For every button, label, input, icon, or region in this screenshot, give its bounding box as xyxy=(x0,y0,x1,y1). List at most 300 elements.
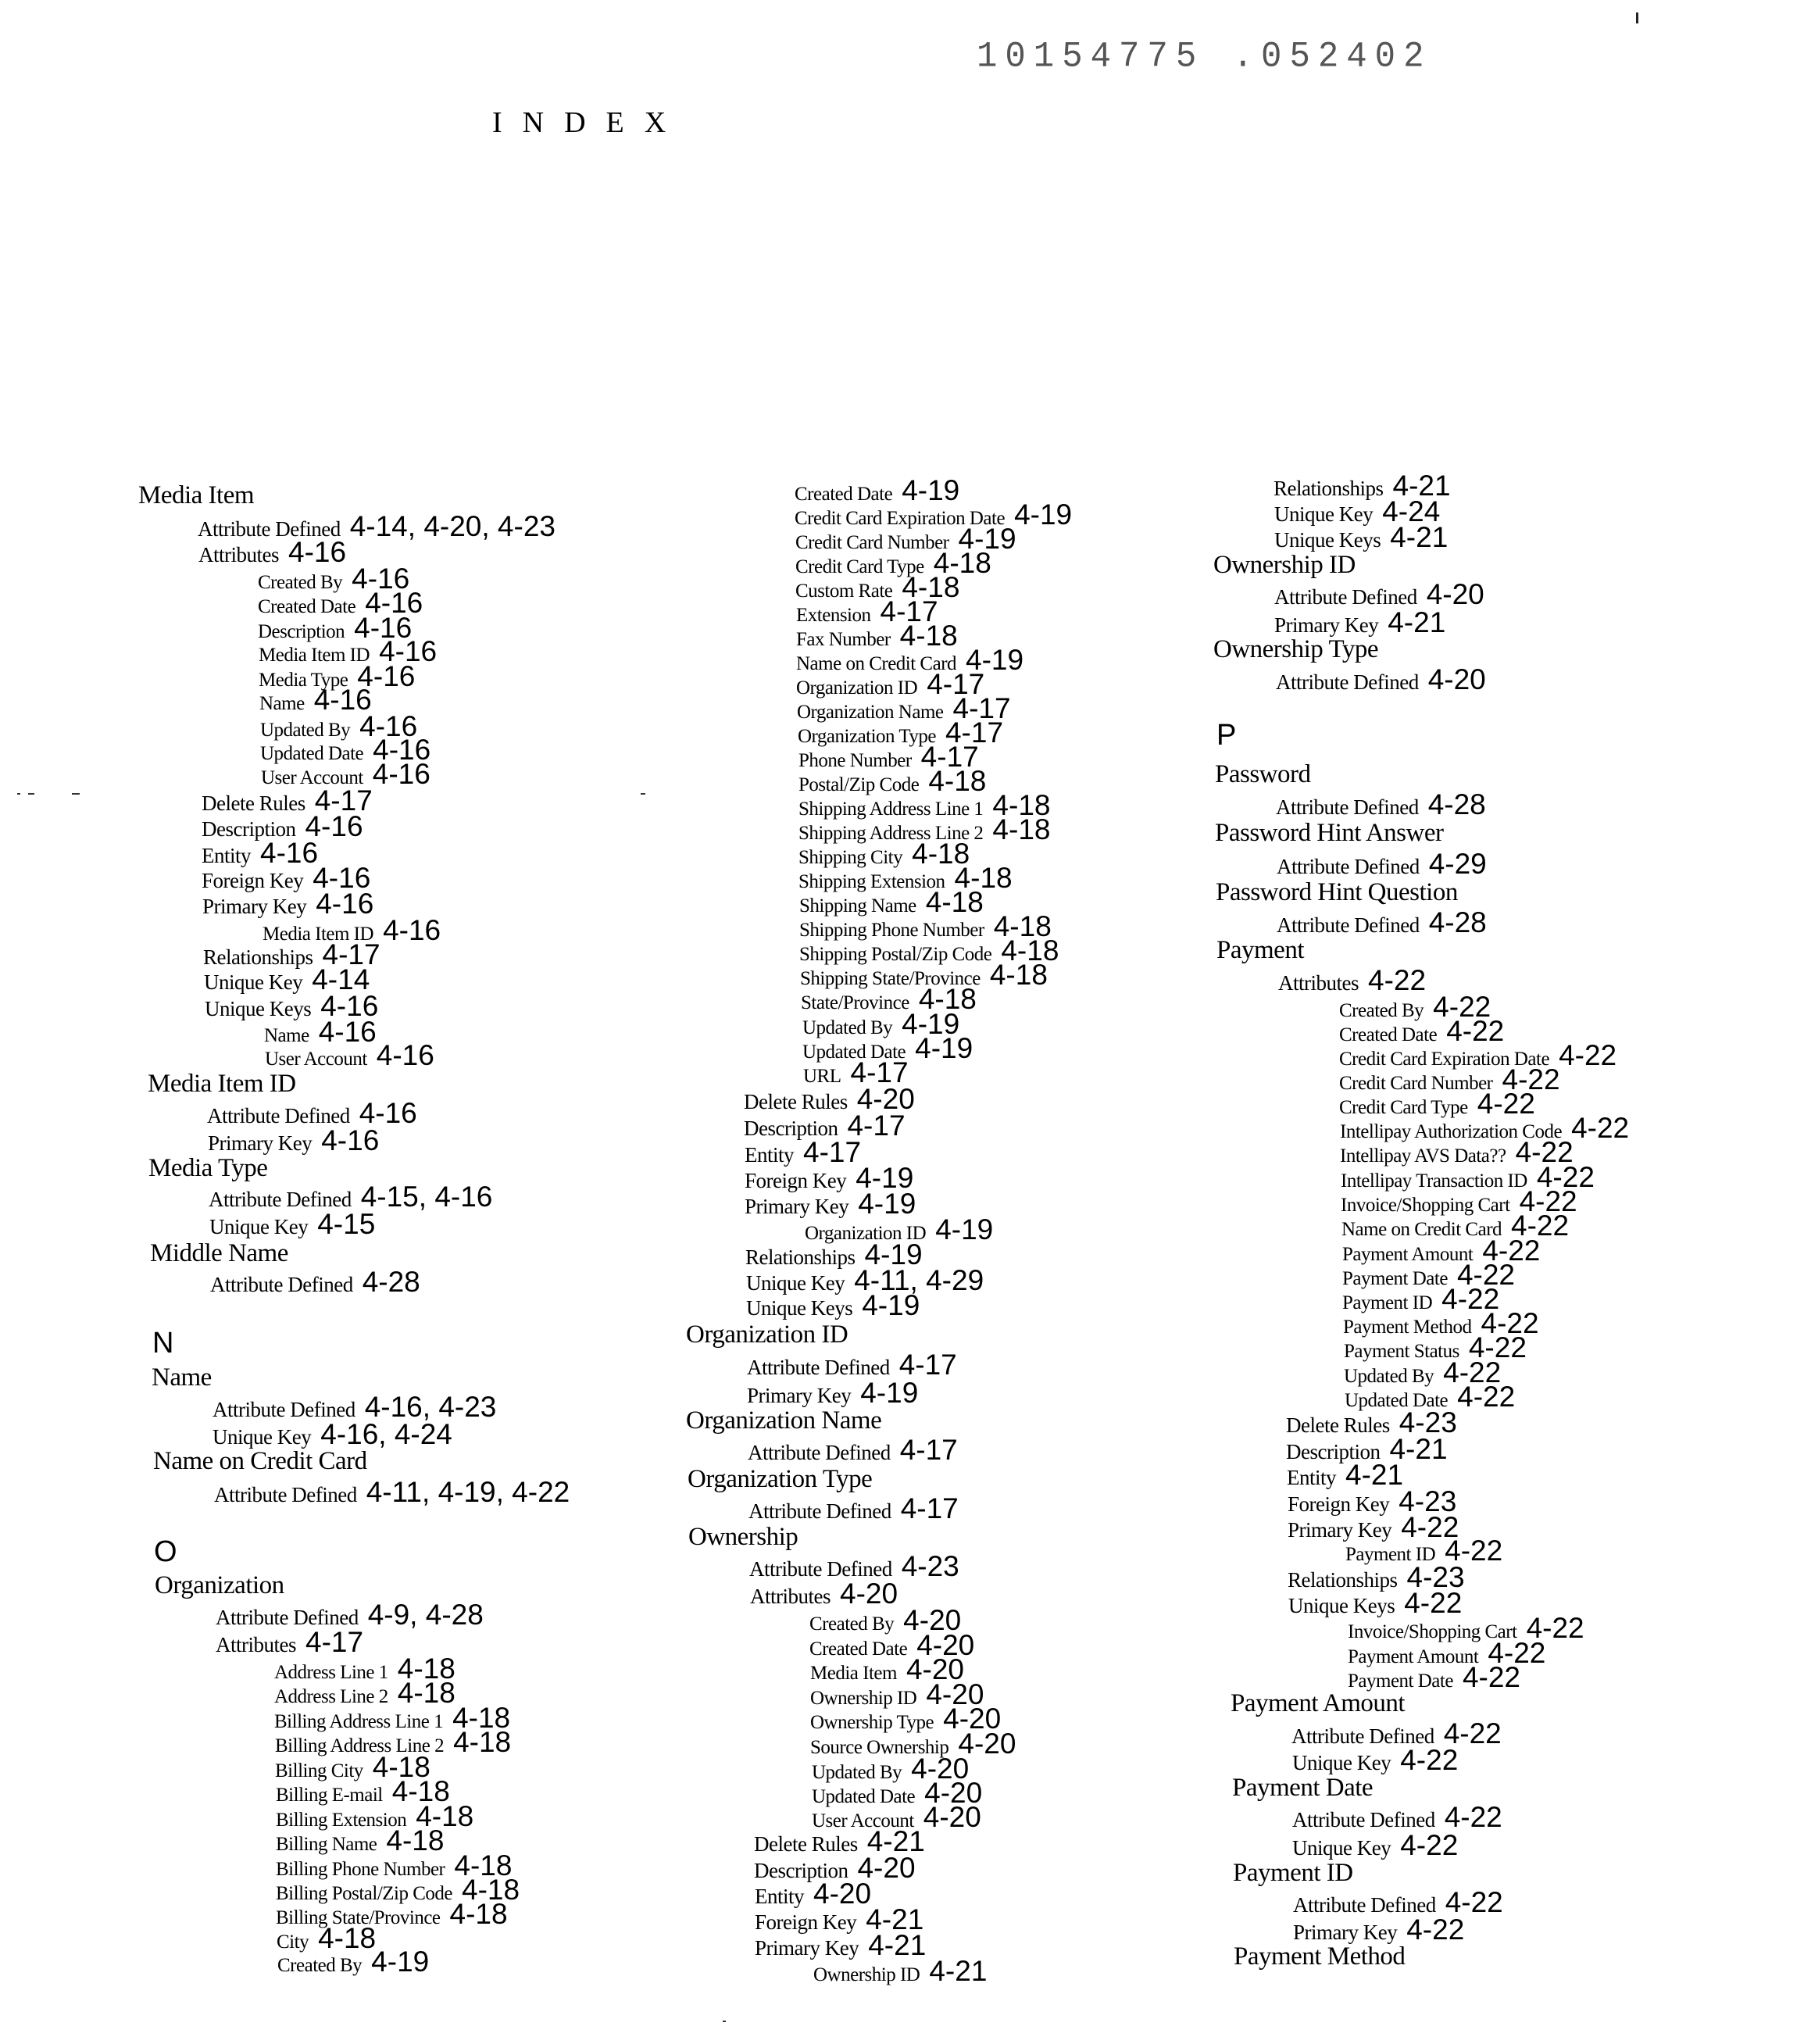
page-reference: 4-17 xyxy=(900,1492,959,1524)
page-reference: 4-22 xyxy=(1468,1331,1527,1363)
entry-label: Attribute Defined xyxy=(207,1104,350,1127)
entry-label: Payment Amount xyxy=(1348,1646,1479,1667)
entry-label: Shipping State/Province xyxy=(800,968,981,989)
page-reference: 4-22 xyxy=(1446,1015,1505,1047)
index-entry xyxy=(152,1365,212,1391)
entry-label: User Account xyxy=(812,1810,914,1831)
index-entry xyxy=(1215,820,1444,846)
entry-label: Ownership ID xyxy=(813,1964,920,1985)
page-reference: 4-21 xyxy=(866,1825,925,1857)
page-reference: 4-22 xyxy=(1445,1886,1503,1918)
entry-label: Description xyxy=(754,1859,848,1882)
index-entry xyxy=(213,1392,496,1421)
entry-label: Organization Type xyxy=(688,1465,873,1493)
page-reference: 4-20 xyxy=(840,1578,898,1610)
index-entry xyxy=(1233,1860,1353,1886)
entry-label: Billing City xyxy=(275,1760,363,1781)
entry-label: Updated Date xyxy=(802,1042,906,1063)
entry-label: Primary Key xyxy=(1288,1518,1392,1542)
entry-label: Billing E-mail xyxy=(276,1785,383,1806)
index-entry xyxy=(216,1628,363,1656)
entry-label: Attributes xyxy=(1278,971,1359,995)
page-reference: 4-29 xyxy=(1428,848,1487,880)
entry-label: N xyxy=(152,1327,173,1360)
entry-label: Media Item xyxy=(138,481,255,509)
entry-label: Attribute Defined xyxy=(1292,1808,1435,1831)
index-entry xyxy=(1213,637,1378,663)
page-reference: 4-21 xyxy=(1392,470,1451,502)
entry-label: Invoice/Shopping Cart xyxy=(1341,1195,1510,1216)
page-reference: 4-18 xyxy=(416,1800,474,1832)
entry-label: Phone Number xyxy=(798,750,912,771)
page-reference: 4-17 xyxy=(314,784,373,817)
scan-speck xyxy=(17,793,20,795)
entry-label: Credit Card Type xyxy=(1339,1097,1468,1118)
page-reference: 4-20 xyxy=(856,1083,915,1115)
page-reference: 4-18 xyxy=(928,765,987,797)
index-entry xyxy=(153,1449,367,1474)
page-reference: 4-17 xyxy=(899,1434,958,1466)
page-reference: 4-22 xyxy=(1443,1356,1502,1388)
entry-label: Payment Amount xyxy=(1231,1689,1406,1717)
page-reference: 4-17 xyxy=(880,595,938,627)
entry-label: Shipping Name xyxy=(799,895,916,917)
scan-speck xyxy=(723,2021,726,2022)
entry-label: Description xyxy=(1286,1440,1381,1463)
entry-label: Primary Key xyxy=(202,895,307,918)
entry-label: Ownership ID xyxy=(810,1688,917,1709)
entry-label: Ownership ID xyxy=(1213,551,1356,579)
index-entry xyxy=(747,1350,957,1379)
entry-label: Description xyxy=(202,817,296,841)
entry-label: Attribute Defined xyxy=(1277,913,1420,937)
entry-label: Updated By xyxy=(1344,1366,1434,1387)
page-reference: 4-17 xyxy=(322,938,380,970)
page-reference: 4-16 xyxy=(359,710,418,742)
index-entry xyxy=(749,1552,959,1581)
entry-label: Name on Credit Card xyxy=(153,1447,367,1475)
page-reference: 4-18 xyxy=(954,862,1013,894)
page-reference: 4-17 xyxy=(927,668,985,700)
entry-label: Postal/Zip Code xyxy=(798,774,920,795)
page-reference: 4-20 xyxy=(1426,578,1484,610)
page-reference: 4-18 xyxy=(397,1653,455,1685)
entry-label: Intellipay Authorization Code xyxy=(1340,1121,1563,1142)
entry-label: Unique Key xyxy=(746,1271,845,1295)
page-reference: 4-23 xyxy=(1399,1406,1457,1438)
page-reference: 4-19 xyxy=(860,1377,919,1409)
scan-speck xyxy=(641,793,645,795)
page-reference: 4-23 xyxy=(901,1550,959,1582)
entry-label: Primary Key xyxy=(755,1936,859,1960)
entry-label: P xyxy=(1216,719,1236,752)
entry-label: Shipping Extension xyxy=(798,871,945,892)
page-reference: 4-17 xyxy=(920,741,979,773)
page-reference: 4-18 xyxy=(453,1726,512,1758)
page-reference: 4-22 xyxy=(1571,1112,1630,1144)
index-entry xyxy=(209,1182,492,1211)
page-reference: 4-15 xyxy=(317,1208,376,1240)
page-reference: 4-18 xyxy=(933,547,991,579)
entry-label: Media Item ID xyxy=(263,924,374,945)
entry-label: Attribute Defined xyxy=(209,1188,352,1211)
entry-label: Name on Credit Card xyxy=(1341,1219,1502,1240)
entry-label: Ownership xyxy=(688,1523,798,1551)
page-reference: 4-20 xyxy=(958,1728,1016,1760)
page-reference: 4-22 xyxy=(1477,1088,1535,1120)
entry-label: Organization Name xyxy=(797,702,944,723)
entry-label: Attribute Defined xyxy=(214,1483,357,1506)
scan-speck xyxy=(28,793,34,795)
page-reference: 4-19 xyxy=(902,474,960,506)
index-entry xyxy=(748,1435,958,1464)
index-entry xyxy=(155,1573,284,1599)
index-entry xyxy=(210,1267,420,1296)
entry-label: Primary Key xyxy=(1293,1921,1398,1944)
entry-label: Attribute Defined xyxy=(748,1441,891,1464)
scan-mark xyxy=(1636,13,1638,23)
page-reference: 4-23 xyxy=(1406,1561,1465,1593)
entry-label: Updated Date xyxy=(260,743,364,764)
page-reference: 4-11, 4-19, 4-22 xyxy=(366,1476,570,1508)
entry-label: Created By xyxy=(1339,1000,1424,1021)
index-entry xyxy=(1231,1691,1405,1717)
page-reference: 4-20 xyxy=(857,1852,916,1884)
page-reference: 4-18 xyxy=(992,789,1051,821)
page-reference: 4-18 xyxy=(462,1874,520,1906)
entry-label: Name xyxy=(259,693,305,714)
section-letter xyxy=(152,1328,173,1358)
index-entry xyxy=(216,1600,484,1629)
page-reference: 4-20 xyxy=(926,1678,984,1710)
entry-label: Media Type xyxy=(259,670,348,691)
page-reference: 4-22 xyxy=(1457,1381,1516,1413)
entry-label: Relationships xyxy=(1274,477,1384,500)
page-reference: 4-19 xyxy=(915,1032,973,1064)
page-reference: 4-21 xyxy=(1389,1433,1448,1465)
entry-label: Relationships xyxy=(1288,1568,1398,1592)
entry-label: Entity xyxy=(745,1143,794,1167)
entry-label: Organization ID xyxy=(686,1320,848,1349)
index-entry xyxy=(207,1099,417,1127)
entry-label: Payment Amount xyxy=(1342,1244,1474,1265)
page-reference: 4-16 xyxy=(357,660,416,692)
entry-label: Created Date xyxy=(1339,1024,1438,1045)
page-reference: 4-22 xyxy=(1368,964,1427,996)
entry-label: User Account xyxy=(265,1049,367,1070)
page-reference: 4-19 xyxy=(862,1289,920,1321)
entry-label: Attributes xyxy=(750,1585,831,1608)
entry-label: Updated Date xyxy=(1345,1390,1449,1411)
page-reference: 4-16 xyxy=(313,684,372,716)
entry-label: Attribute Defined xyxy=(1276,670,1419,694)
index-entry xyxy=(1293,1888,1503,1917)
page-reference: 4-19 xyxy=(958,523,1016,555)
page-reference: 4-21 xyxy=(868,1929,927,1961)
page-reference: 4-22 xyxy=(1404,1587,1463,1619)
page-reference: 4-21 xyxy=(1388,606,1446,638)
page-reference: 4-11, 4-29 xyxy=(854,1264,984,1296)
entry-label: Unique Key xyxy=(1292,1836,1391,1860)
entry-label: Primary Key xyxy=(747,1384,852,1407)
index-entry xyxy=(1213,552,1356,578)
entry-label: Delete Rules xyxy=(754,1832,858,1856)
index-entry xyxy=(1292,1746,1458,1774)
entry-label: Name on Credit Card xyxy=(796,653,957,674)
page-reference: 4-16 xyxy=(379,635,438,667)
page-reference: 4-18 xyxy=(449,1898,508,1930)
index-entry xyxy=(277,1947,429,1976)
entry-label: Payment Method xyxy=(1343,1317,1472,1338)
entry-label: Billing Extension xyxy=(276,1810,407,1831)
page-reference: 4-22 xyxy=(1536,1161,1595,1193)
entry-label: Created By xyxy=(258,572,343,593)
index-entry xyxy=(1274,608,1445,637)
document-stamp: 10154775 .052402 xyxy=(977,36,1432,78)
entry-label: Ownership Type xyxy=(1213,635,1378,663)
page-reference: 4-16 xyxy=(305,810,363,842)
page-reference: 4-20 xyxy=(906,1653,964,1685)
index-entry xyxy=(686,1322,848,1348)
entry-label: Entity xyxy=(755,1885,804,1908)
index-entry xyxy=(755,1931,926,1960)
page-reference: 4-22 xyxy=(1400,1744,1459,1776)
section-letter xyxy=(154,1537,177,1567)
page-reference: 4-22 xyxy=(1441,1283,1500,1315)
page-reference: 4-19 xyxy=(1014,498,1073,531)
entry-label: Foreign Key xyxy=(745,1169,847,1192)
page-reference: 4-17 xyxy=(850,1056,909,1088)
page-reference: 4-16 xyxy=(260,837,319,869)
page-reference: 4-22 xyxy=(1519,1185,1577,1217)
entry-label: Attribute Defined xyxy=(748,1499,891,1523)
page-reference: 4-22 xyxy=(1526,1612,1584,1644)
page-reference: 4-18 xyxy=(1001,934,1059,967)
page-reference: 4-16 xyxy=(313,862,371,894)
entry-label: Attribute Defined xyxy=(749,1557,892,1581)
page-reference: 4-22 xyxy=(1433,991,1491,1023)
entry-label: Unique Key xyxy=(213,1425,312,1449)
page-reference: 4-18 xyxy=(386,1824,445,1856)
page-reference: 4-22 xyxy=(1456,1259,1515,1291)
entry-label: Organization xyxy=(155,1571,284,1599)
entry-label: Created By xyxy=(277,1955,363,1976)
index-entry xyxy=(1348,1663,1520,1692)
index-entry xyxy=(1291,1719,1502,1748)
page-reference: 4-20 xyxy=(916,1629,975,1661)
page-reference: 4-28 xyxy=(1427,788,1486,820)
entry-label: Payment xyxy=(1216,936,1304,964)
entry-label: User Account xyxy=(261,767,363,788)
page-reference: 4-19 xyxy=(902,1008,960,1040)
index-entry xyxy=(1274,580,1484,609)
entry-label: Foreign Key xyxy=(202,869,304,892)
section-letter xyxy=(1216,720,1236,750)
entry-label: Organization ID xyxy=(805,1223,927,1244)
entry-label: Unique Key xyxy=(1292,1751,1391,1774)
entry-label: Payment Method xyxy=(1234,1942,1406,1971)
index-entry xyxy=(138,483,254,509)
page-reference: 4-18 xyxy=(992,813,1051,845)
entry-label: Billing Postal/Zip Code xyxy=(276,1883,453,1904)
entry-label: Organization ID xyxy=(796,677,918,699)
entry-label: Description xyxy=(744,1117,838,1140)
page-reference: 4-20 xyxy=(911,1753,970,1785)
page-reference: 4-17 xyxy=(305,1626,364,1658)
entry-label: Attributes xyxy=(216,1633,296,1656)
entry-label: Created Date xyxy=(795,484,893,505)
entry-label: Delete Rules xyxy=(1286,1413,1390,1437)
page-reference: 4-22 xyxy=(1559,1039,1617,1071)
page-reference: 4-16 xyxy=(318,1016,377,1048)
entry-label: Attribute Defined xyxy=(1291,1724,1434,1748)
page-reference: 4-16 xyxy=(288,536,347,568)
page-reference: 4-16 xyxy=(316,888,374,920)
page-reference: 4-22 xyxy=(1445,1535,1503,1567)
index-entry xyxy=(265,1041,434,1070)
entry-label: Relationships xyxy=(203,945,313,969)
page-reference: 4-20 xyxy=(813,1878,872,1910)
entry-label: Media Item ID xyxy=(259,645,370,666)
page-reference: 4-19 xyxy=(966,644,1024,676)
page-reference: 4-22 xyxy=(1511,1210,1570,1242)
entry-label: Unique Keys xyxy=(205,997,312,1020)
entry-label: Unique Keys xyxy=(1274,528,1381,552)
entry-label: Billing Address Line 1 xyxy=(274,1711,444,1732)
page-reference: 4-16 xyxy=(354,612,413,644)
entry-label: Attribute Defined xyxy=(213,1398,355,1421)
page-reference: 4-20 xyxy=(903,1604,962,1636)
entry-label: Fax Number xyxy=(796,629,891,650)
index-entry xyxy=(1216,938,1304,963)
page-reference: 4-16 xyxy=(383,914,441,946)
index-entry xyxy=(688,1524,798,1550)
page-reference: 4-18 xyxy=(989,959,1048,991)
entry-label: Password xyxy=(1215,760,1311,788)
index-entry xyxy=(148,1071,296,1097)
entry-label: Attribute Defined xyxy=(216,1606,359,1629)
index-entry xyxy=(1276,790,1486,819)
page-title: INDEX xyxy=(492,106,687,140)
index-entry xyxy=(747,1378,918,1407)
page-reference: 4-16 xyxy=(365,587,423,619)
page-reference: 4-18 xyxy=(452,1702,511,1734)
index-entry xyxy=(150,1241,288,1267)
page-reference: 4-19 xyxy=(371,1946,430,1978)
index-entry xyxy=(1292,1831,1458,1860)
entry-label: Delete Rules xyxy=(744,1090,848,1113)
page-reference: 4-22 xyxy=(1401,1511,1459,1543)
entry-label: Shipping City xyxy=(798,847,903,868)
entry-label: Unique Key xyxy=(209,1215,309,1238)
page-reference: 4-22 xyxy=(1400,1829,1459,1861)
index-entry xyxy=(686,1408,881,1434)
entry-label: Shipping Postal/Zip Code xyxy=(799,944,992,965)
page-reference: 4-22 xyxy=(1444,1801,1502,1833)
page-reference: 4-18 xyxy=(454,1849,513,1881)
entry-label: Media Item ID xyxy=(148,1070,296,1098)
page-reference: 4-21 xyxy=(1345,1459,1404,1491)
page-reference: 4-22 xyxy=(1502,1063,1560,1095)
page-reference: 4-18 xyxy=(925,886,984,918)
page-reference: 4-22 xyxy=(1462,1661,1520,1693)
entry-label: Ownership Type xyxy=(810,1712,934,1733)
entry-label: Name xyxy=(264,1025,309,1046)
page-reference: 4-21 xyxy=(1390,521,1449,553)
page-reference: 4-21 xyxy=(866,1903,924,1935)
entry-label: Password Hint Answer xyxy=(1215,819,1444,847)
entry-label: Shipping Address Line 1 xyxy=(798,799,984,820)
page-reference: 4-18 xyxy=(902,571,960,603)
entry-label: Billing Address Line 2 xyxy=(275,1735,445,1756)
entry-label: Organization Type xyxy=(798,726,936,747)
page-reference: 4-16 xyxy=(320,990,379,1022)
entry-label: Shipping Address Line 2 xyxy=(798,823,984,844)
entry-label: Attribute Defined xyxy=(1277,855,1420,878)
entry-label: Created Date xyxy=(258,596,356,617)
index-entry xyxy=(214,1478,570,1506)
entry-label: Intellipay AVS Data?? xyxy=(1340,1145,1506,1167)
index-entry xyxy=(745,1189,916,1218)
entry-label: Custom Rate xyxy=(795,581,893,602)
page-reference: 4-18 xyxy=(372,1751,430,1783)
page-reference: 4-16 xyxy=(321,1124,380,1156)
index-entry xyxy=(259,685,372,714)
index-entry xyxy=(1277,849,1487,878)
page-reference: 4-20 xyxy=(1427,663,1486,695)
entry-label: State/Province xyxy=(801,992,909,1013)
entry-label: Payment Date xyxy=(1232,1774,1374,1802)
entry-label: Updated By xyxy=(812,1762,902,1783)
page-reference: 4-16 xyxy=(372,758,430,790)
page-reference: 4-22 xyxy=(1481,1307,1539,1339)
entry-label: Billing State/Province xyxy=(276,1907,441,1928)
entry-label: Media Item xyxy=(810,1663,897,1684)
page-reference: 4-18 xyxy=(918,983,977,1015)
index-entry xyxy=(202,889,373,918)
entry-label: Entity xyxy=(202,844,251,867)
entry-label: Invoice/Shopping Cart xyxy=(1348,1621,1517,1642)
entry-label: Credit Card Number xyxy=(795,532,949,553)
index-entry xyxy=(1274,523,1448,552)
index-entry xyxy=(1293,1915,1464,1944)
index-entry xyxy=(198,538,346,566)
entry-label: Entity xyxy=(1287,1466,1336,1489)
scan-speck xyxy=(72,793,80,795)
entry-label: Foreign Key xyxy=(755,1910,857,1934)
page-reference: 4-17 xyxy=(803,1136,862,1168)
index-entry xyxy=(208,1126,379,1155)
page-reference: 4-28 xyxy=(362,1266,420,1298)
index-entry xyxy=(1287,1460,1403,1489)
page-reference: 4-21 xyxy=(929,1955,988,1987)
entry-label: Billing Name xyxy=(276,1834,377,1855)
index-entry xyxy=(1215,762,1311,788)
entry-label: Foreign Key xyxy=(1288,1492,1390,1516)
entry-label: Address Line 2 xyxy=(274,1686,388,1707)
entry-label: Relationships xyxy=(745,1245,856,1269)
entry-label: Payment Date xyxy=(1342,1268,1448,1289)
index-entry xyxy=(813,1956,987,1985)
entry-label: Attributes xyxy=(198,543,279,566)
entry-label: Source Ownership xyxy=(810,1737,949,1758)
page-reference: 4-17 xyxy=(847,1110,906,1142)
index-entry xyxy=(688,1467,872,1492)
page-reference: 4-18 xyxy=(912,838,970,870)
entry-label: Attribute Defined xyxy=(198,517,341,541)
entry-label: Primary Key xyxy=(745,1195,849,1218)
page-reference: 4-17 xyxy=(898,1349,957,1381)
